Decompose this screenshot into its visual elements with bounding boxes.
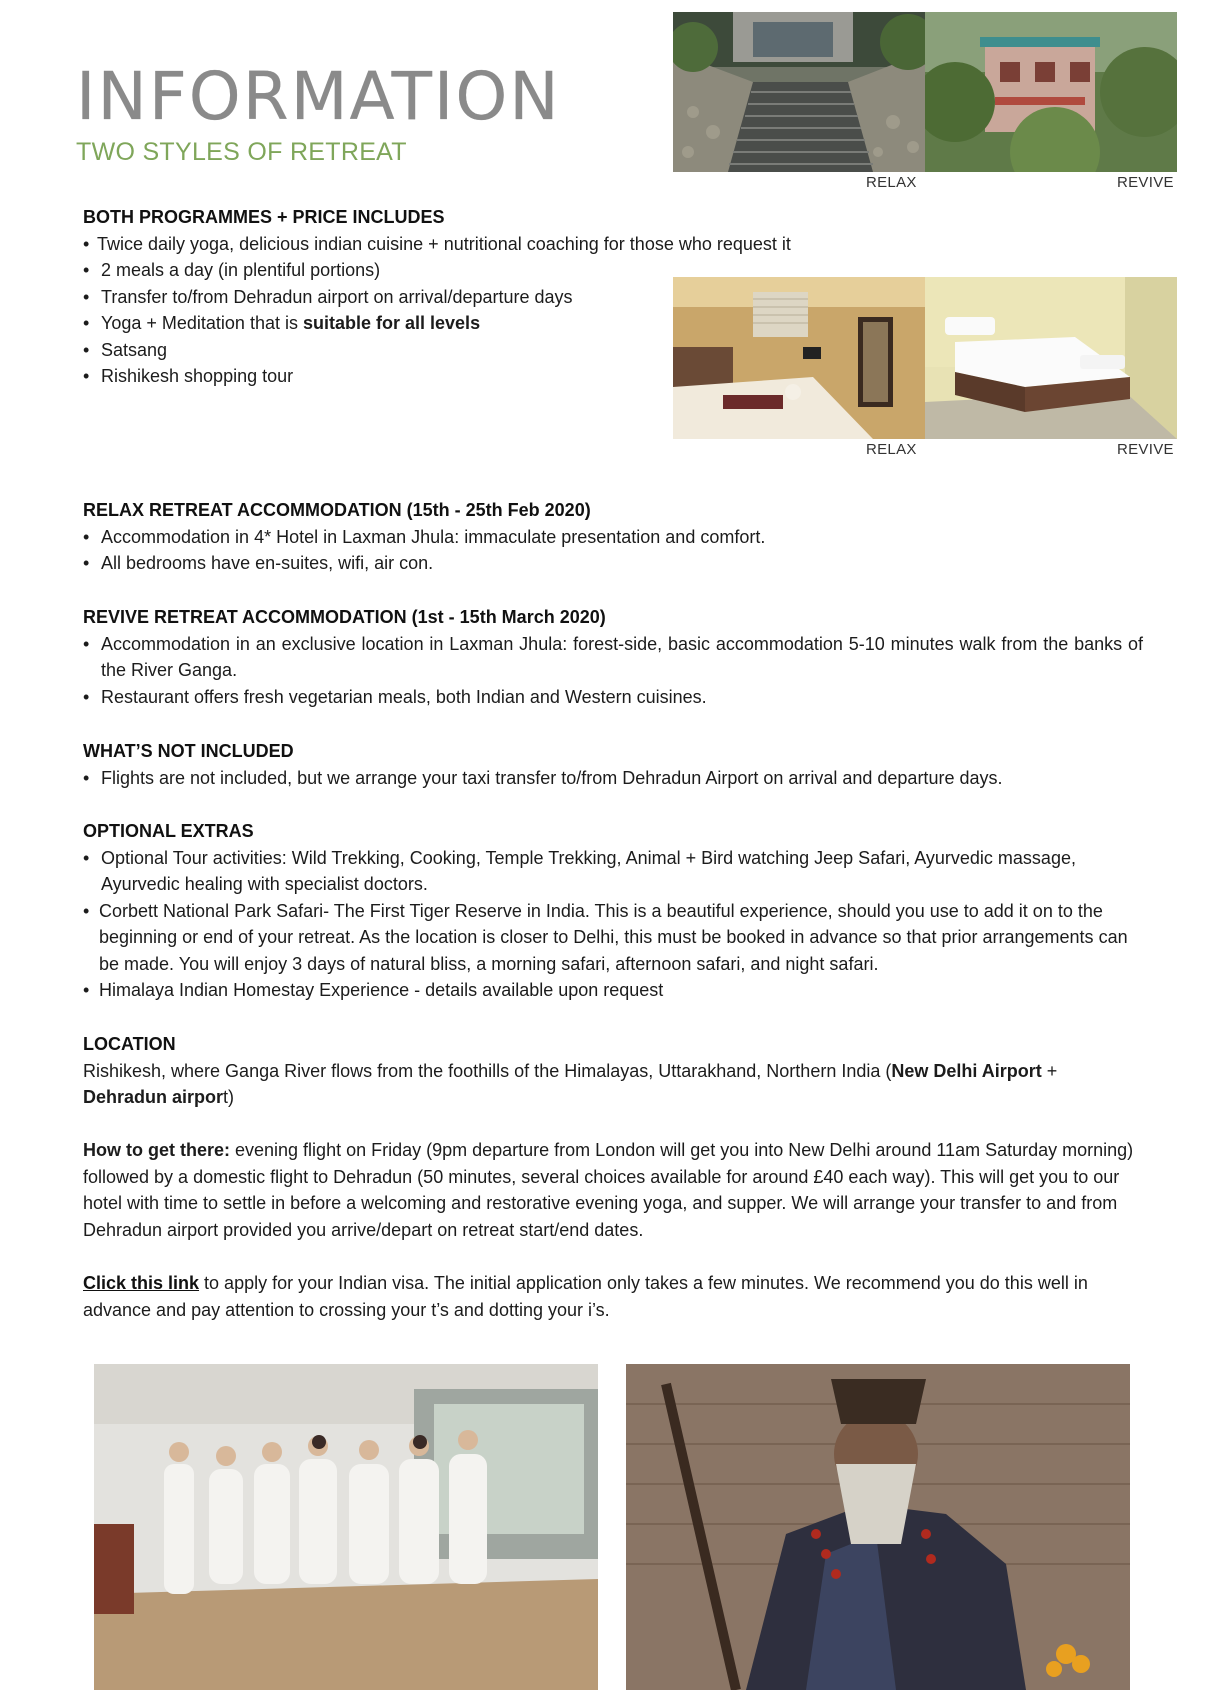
visa-text: to apply for your Indian visa. The initial application only takes a few minutes. We recommend you do this well in advance and pay attention to crossing your t’s and dotting your i’s. bbox=[83, 1273, 1088, 1320]
page-subtitle: TWO STYLES OF RETREAT bbox=[76, 138, 407, 166]
bullet: • bbox=[83, 686, 90, 707]
not-included-item-1: • Flights are not included, but we arrange your taxi transfer to/from Dehradun Airport on arrival and departure days. bbox=[83, 765, 1143, 792]
yoga-group-photo bbox=[94, 1364, 598, 1690]
bullet: • bbox=[83, 633, 90, 654]
bullet: • bbox=[83, 233, 90, 254]
revive-section bbox=[83, 604, 1143, 710]
both-item-6: • Rishikesh shopping tour bbox=[83, 363, 1143, 390]
both-item-2: • 2 meals a day (in plentiful portions) bbox=[83, 257, 1143, 284]
bullet: • bbox=[83, 366, 90, 386]
relax-exterior-photo bbox=[673, 12, 925, 172]
sadhu-portrait-photo bbox=[626, 1364, 1130, 1690]
bullet: • bbox=[83, 767, 90, 788]
location-heading: LOCATION bbox=[83, 1034, 176, 1054]
bullet: • bbox=[83, 526, 90, 547]
bullet: • bbox=[83, 553, 90, 573]
visa-section bbox=[83, 1270, 1143, 1323]
both-programmes-heading: BOTH PROGRAMMES + PRICE INCLUDES bbox=[83, 207, 445, 227]
extras-item-1: • Optional Tour activities: Wild Trekking, Cooking, Temple Trekking, Animal + Bird watching Jeep Safari, Ayurvedic massage, Ayurvedic healing with specialist doctors. bbox=[83, 845, 1143, 898]
both-item-4: • Yoga + Meditation that is suitable for all levels bbox=[83, 310, 1143, 337]
how-to-text: evening flight on Friday (9pm departure from London will get you into New Delhi around 11am Saturday morning) followed by a domestic flight to Dehradun (50 minutes, several choices available for around £40 each way). This will get you to our hotel with time to settle in before a welcoming and restorative evening yoga, and supper. We will arrange your transfer to and from Dehradun airport provided you arrive/depart on retreat start/end dates. bbox=[83, 1140, 1134, 1240]
mid-caption-revive: REVIVE bbox=[1117, 441, 1174, 458]
location-section bbox=[83, 1031, 1143, 1111]
how-to-label: How to get there: bbox=[83, 1140, 230, 1160]
how-to-get-there-section bbox=[83, 1137, 1143, 1243]
bullet: • bbox=[83, 339, 90, 360]
both-item-5: • Satsang bbox=[83, 337, 1143, 364]
not-included-section bbox=[83, 738, 1143, 791]
revive-item-1: • Accommodation in an exclusive location in Laxman Jhula: forest-side, basic accommodation 5-10 minutes walk from the banks of the River Ganga. bbox=[83, 631, 1143, 684]
bullet: • bbox=[83, 260, 90, 280]
bullet: • bbox=[83, 313, 90, 333]
top-caption-revive: REVIVE bbox=[1117, 174, 1174, 191]
visa-link[interactable]: Click this link bbox=[83, 1273, 200, 1293]
location-text: Rishikesh, where Ganga River flows from the foothills of the Himalayas, Uttarakhand, Northern India (New Delhi Airport + Dehradun airport) bbox=[83, 1060, 1058, 1107]
relax-section bbox=[83, 497, 1143, 577]
mid-caption-relax: RELAX bbox=[866, 441, 917, 458]
revive-exterior-photo bbox=[925, 12, 1177, 172]
both-item-1: • Twice daily yoga, delicious indian cuisine + nutritional coaching for those who request it bbox=[83, 231, 1143, 258]
bullet: • bbox=[83, 980, 90, 1000]
relax-item-2: • All bedrooms have en-suites, wifi, air con. bbox=[83, 550, 1143, 577]
not-included-heading: WHAT’S NOT INCLUDED bbox=[83, 741, 294, 761]
extras-item-3: • Himalaya Indian Homestay Experience - details available upon request bbox=[83, 977, 1143, 1004]
top-caption-relax: RELAX bbox=[866, 174, 917, 191]
extras-section bbox=[83, 818, 1143, 1004]
bullet: • bbox=[83, 900, 90, 921]
both-programmes-section bbox=[83, 204, 1143, 390]
revive-heading: REVIVE RETREAT ACCOMMODATION (1st - 15th March 2020) bbox=[83, 607, 606, 627]
extras-item-2: • Corbett National Park Safari- The First Tiger Reserve in India. This is a beautiful experience, should you use to add it on to the beginning or end of your retreat. As the location is closer to Delhi, this must be booked in advance so that prior arrangements can be made. You will enjoy 3 days of natural bliss, a morning safari, afternoon safari, and night safari. bbox=[83, 898, 1143, 978]
bullet: • bbox=[83, 286, 90, 307]
page-title: INFORMATION bbox=[76, 58, 561, 135]
relax-heading: RELAX RETREAT ACCOMMODATION (15th - 25th Feb 2020) bbox=[83, 500, 591, 520]
relax-item-1: • Accommodation in 4* Hotel in Laxman Jhula: immaculate presentation and comfort. bbox=[83, 524, 1143, 551]
revive-item-2: • Restaurant offers fresh vegetarian meals, both Indian and Western cuisines. bbox=[83, 684, 1143, 711]
extras-heading: OPTIONAL EXTRAS bbox=[83, 821, 254, 841]
bullet: • bbox=[83, 847, 90, 868]
both-item-3: • Transfer to/from Dehradun airport on arrival/departure days bbox=[83, 284, 1143, 311]
